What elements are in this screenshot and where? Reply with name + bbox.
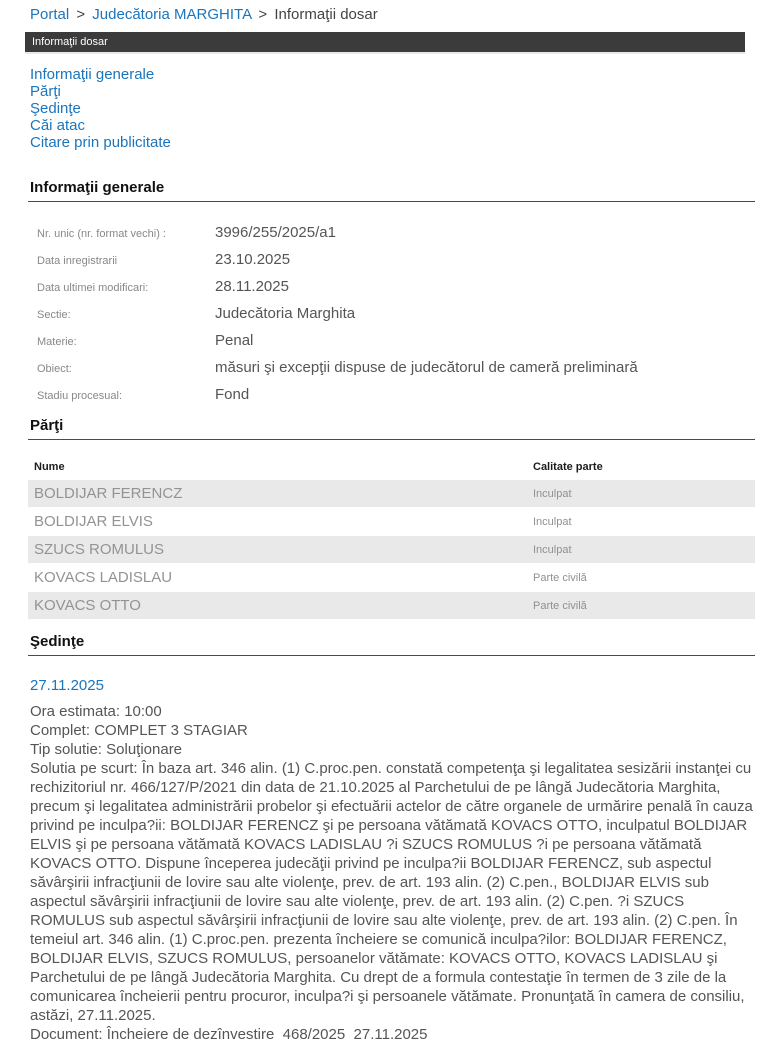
hearing-tip-line: Tip solutie: Soluţionare	[30, 741, 183, 758]
hearing-date-link[interactable]: 27.11.2025	[30, 677, 104, 694]
field-label: Nr. unic (nr. format vechi) :	[37, 228, 166, 240]
nav-link-citare-publicitate[interactable]: Citare prin publicitate	[30, 134, 171, 151]
party-row	[28, 536, 755, 563]
parties-table	[28, 458, 755, 619]
breadcrumb-current: Informaţii dosar	[274, 6, 378, 23]
field-value: Fond	[215, 386, 250, 403]
breadcrumb-link-portal[interactable]: Portal	[30, 6, 70, 23]
party-name: BOLDIJAR ELVIS	[34, 513, 153, 530]
party-role: Parte civilă	[533, 571, 587, 584]
field-value: Penal	[215, 332, 254, 349]
party-name: KOVACS OTTO	[34, 597, 141, 614]
field-value: măsuri şi excepţii dispuse de judecătorul de cameră preliminară	[215, 359, 638, 376]
nav-link-informatii-generale[interactable]: Informaţii generale	[30, 66, 155, 83]
party-name: KOVACS LADISLAU	[34, 569, 173, 586]
field-row	[28, 386, 755, 403]
field-value: 23.10.2025	[215, 251, 291, 268]
field-row	[28, 278, 755, 295]
section-heading-hearings: Şedinţe	[28, 633, 755, 656]
hearing-complet-line: Complet: COMPLET 3 STAGIAR	[30, 722, 248, 739]
party-row	[28, 564, 755, 591]
field-value: 3996/255/2025/a1	[215, 224, 336, 241]
field-label: Data inregistrarii	[37, 255, 118, 267]
field-row	[28, 224, 755, 241]
column-header-role: Calitate parte	[533, 461, 603, 473]
column-header-name: Nume	[34, 461, 65, 473]
party-role: Inculpat	[533, 487, 572, 500]
party-name: SZUCS ROMULUS	[34, 541, 165, 558]
nav-link-sedinte[interactable]: Şedinţe	[30, 100, 81, 117]
field-label: Data ultimei modificari:	[37, 282, 149, 294]
section-heading-general-info: Informaţii generale	[28, 179, 755, 202]
hearing-ora-line: Ora estimata: 10:00	[30, 703, 162, 720]
hearing-entry	[28, 677, 755, 1044]
field-row	[28, 332, 755, 349]
field-label: Stadiu procesual:	[37, 390, 122, 402]
hearing-details	[28, 702, 755, 1044]
hearing-document-line: Document: Încheiere de dezînvestire 468/2025 27.11.2025	[30, 1026, 428, 1043]
party-row	[28, 592, 755, 619]
field-value: 28.11.2025	[215, 278, 289, 295]
party-row	[28, 480, 755, 507]
breadcrumb	[28, 4, 755, 32]
field-value: Judecătoria Marghita	[215, 305, 356, 322]
party-role: Inculpat	[533, 515, 572, 528]
field-label: Obiect:	[37, 363, 72, 375]
party-role: Inculpat	[533, 543, 572, 556]
field-row	[28, 251, 755, 268]
breadcrumb-separator: >	[258, 6, 268, 23]
parties-table-header	[28, 458, 755, 480]
nav-link-parti[interactable]: Părţi	[30, 83, 61, 100]
party-name: BOLDIJAR FERENCZ	[34, 485, 183, 502]
party-role: Parte civilă	[533, 599, 587, 612]
section-heading-parties: Părţi	[28, 417, 755, 440]
general-info-fields	[28, 224, 755, 403]
nav-link-cai-atac[interactable]: Căi atac	[30, 117, 86, 134]
field-row	[28, 305, 755, 322]
party-row	[28, 508, 755, 535]
hearing-solution-text: Solutia pe scurt: În baza art. 346 alin. (1) C.proc.pen. constată competenţa şi legalitatea sesizării instanţei cu rechizitoriul nr. 466/127/P/2021 din data de 21.10.2025 al Parchetului de pe lângă Judecătoria Marghita, precum şi legalitatea administrării probelor şi efectuării actelor de către organele de urmărire penală în cauza privind pe inculpa?ii: BOLDIJAR FERENCZ şi pe persoana vătămată KOVACS OTTO, inculpatul BOLDIJAR ELVIS şi pe persoana vătămată KOVACS LADISLAU ?i SZUCS ROMULUS ?i pe persoana vătămată KOVACS OTTO. Dispune începerea judecăţii privind pe inculpa?ii BOLDIJAR FERENCZ, sub aspectul săvârşirii infracţiunii de lovire sau alte violenţe, prev. de art. 193 alin. (2) C.pen., BOLDIJAR ELVIS sub aspectul săvârşirii infracţiunii de lovire sau alte violenţe, prev. de art. 193 alin. (2) C.pen. ?i SZUCS ROMULUS sub aspectul săvârşirii infracţiunii de lovire sau alte violenţe, prev. de art. 193 alin. (2) C.pen. În temeiul art. 346 alin. (1) C.proc.pen. prezenta încheiere se comunică inculpa?ilor: BOLDIJAR FERENCZ, BOLDIJAR ELVIS, SZUCS ROMULUS, persoanelor vătămate: KOVACS OTTO, KOVACS LADISLAU şi Parchetului de pe lângă Judecătoria Marghita. Cu drept de a formula contestaţie în termen de 3 zile de la comunicarea încheierii pentru procuror, inculpa?i şi persoanele vătămate. Pronunţată în camera de consiliu, astăzi, 27.11.2025.	[30, 760, 753, 1024]
field-row	[28, 359, 755, 376]
breadcrumb-link-court[interactable]: Judecătoria MARGHITA	[92, 6, 252, 23]
field-label: Materie:	[37, 336, 77, 348]
section-nav	[28, 61, 755, 165]
breadcrumb-separator: >	[76, 6, 86, 23]
field-label: Sectie:	[37, 309, 71, 321]
case-info-title-bar: Informaţii dosar	[25, 32, 745, 54]
